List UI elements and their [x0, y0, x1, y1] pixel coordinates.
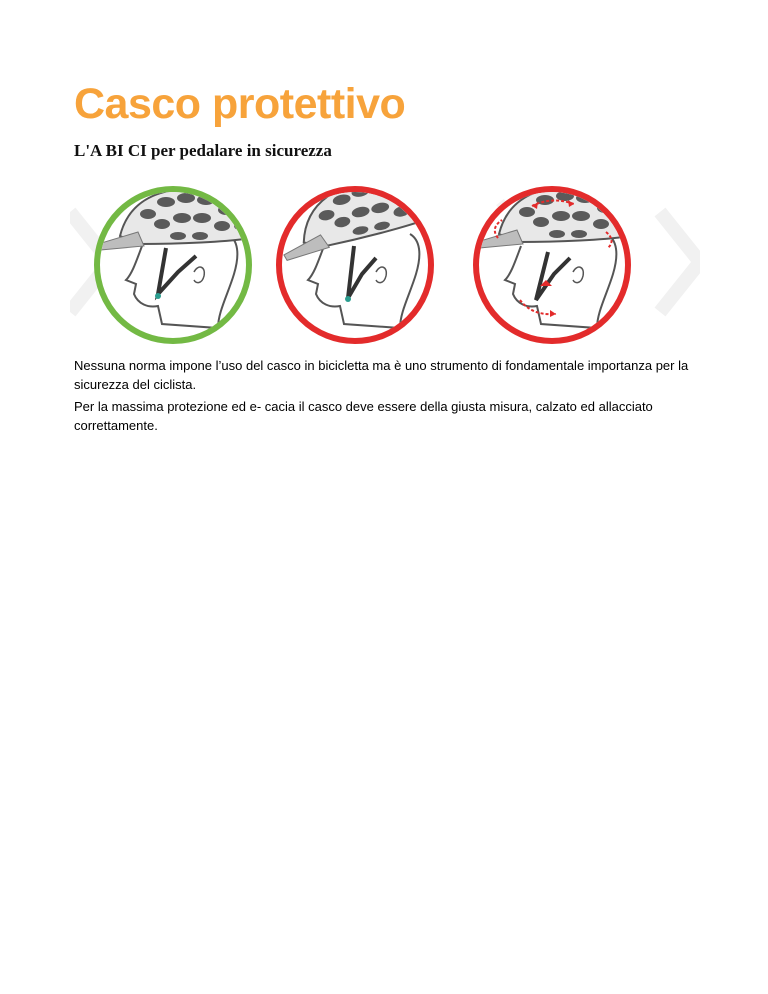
- protection-paragraph: Per la massima protezione ed e- cacia il casco deve essere della giusta misura, calzato ed allacciato correttamente.: [74, 399, 653, 433]
- helmet-tilted-back-icon: [273, 182, 446, 348]
- helmet-correct-fit-icon: [97, 189, 264, 348]
- page-subtitle: L'A BI CI per pedalare in sicurezza: [74, 141, 332, 160]
- helmet-fit-illustration: [70, 182, 700, 348]
- helmet-loose-straps-icon: [476, 188, 643, 348]
- page-title: Casco protettivo: [74, 80, 406, 128]
- intro-paragraph: Nessuna norma impone l’uso del casco in bicicletta ma è uno strumento di fondamentale importanza per la sicurezza del ciclista.: [74, 358, 689, 392]
